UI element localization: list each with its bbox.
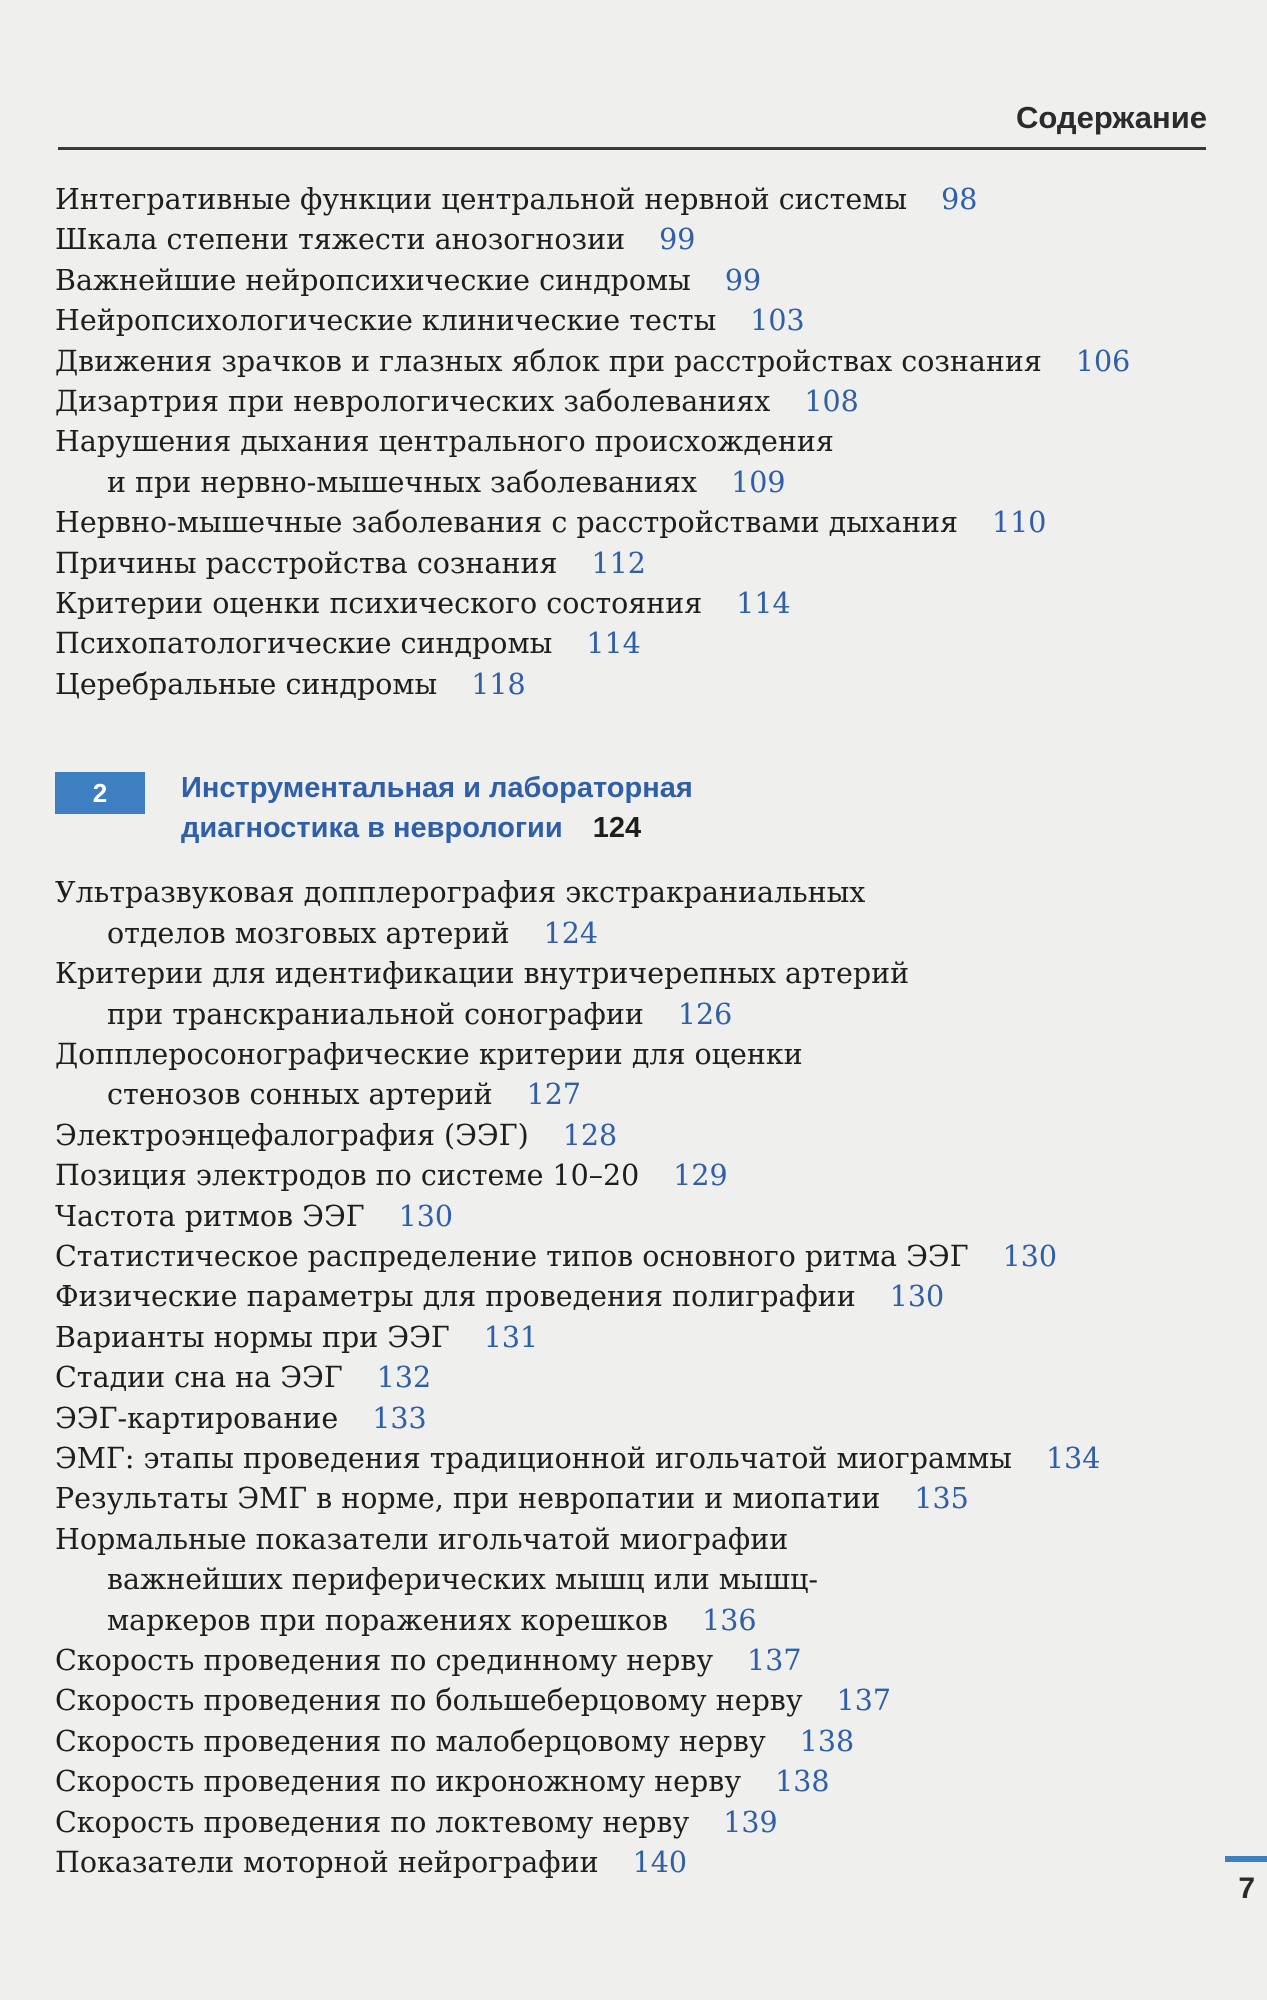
- toc-entry-title: Нарушения дыхания центрального происхождения: [55, 425, 834, 459]
- toc-page-number: 138: [799, 1724, 855, 1758]
- toc-entry[interactable]: [55, 1237, 1215, 1277]
- toc-entry[interactable]: [55, 1520, 1215, 1560]
- toc-entry[interactable]: [55, 1156, 1215, 1196]
- toc-page-number: 114: [586, 627, 641, 661]
- toc-page-number: 137: [836, 1684, 892, 1718]
- toc-page-number: 134: [1046, 1441, 1101, 1475]
- chapter-heading[interactable]: [55, 705, 1215, 873]
- toc-page-number: 98: [941, 183, 978, 216]
- toc-entry[interactable]: [55, 954, 1215, 994]
- toc-entry-title: Движения зрачков и глазных яблок при расстройствах сознания: [55, 344, 1042, 378]
- toc-entry[interactable]: [55, 1197, 1215, 1237]
- toc-entry[interactable]: [55, 342, 1215, 382]
- toc-entry-title: ЭМГ: этапы проведения традиционной игольчатой миограммы: [55, 1441, 1012, 1475]
- toc-entry-title: важнейших периферических мышц или мышц-: [107, 1563, 819, 1597]
- toc-entry[interactable]: [55, 1439, 1215, 1479]
- toc-entry-continuation[interactable]: [55, 914, 1215, 954]
- toc-entry-title: Скорость проведения по икроножному нерву: [55, 1765, 742, 1799]
- toc-page-number: 103: [750, 304, 805, 338]
- toc-entry[interactable]: [55, 1035, 1215, 1075]
- toc-entry-title: Скорость проведения по локтевому нерву: [55, 1805, 690, 1839]
- toc-section-1: [55, 180, 1215, 705]
- toc-entry-continuation[interactable]: [55, 1560, 1215, 1600]
- toc-page-number: 99: [724, 263, 762, 297]
- toc-entry-title: Церебральные синдромы: [55, 667, 438, 701]
- toc-page-number: 126: [677, 997, 733, 1031]
- toc-page-number: 108: [804, 385, 859, 419]
- toc-entry[interactable]: [55, 1722, 1215, 1762]
- toc-page-number: 132: [376, 1361, 432, 1395]
- toc-entry[interactable]: [55, 422, 1215, 462]
- toc-entry-title: ЭЭГ-картирование: [55, 1401, 339, 1435]
- running-header: Содержание: [1016, 100, 1207, 135]
- toc-page-number: 99: [659, 223, 696, 257]
- toc-entry[interactable]: [55, 624, 1215, 664]
- toc-entry-title: при транскраниальной сонографии: [107, 997, 644, 1031]
- chapter-title-line-1: Инструментальная и лабораторная: [181, 772, 693, 805]
- toc-entry[interactable]: [55, 1641, 1215, 1681]
- toc-entry-title: Результаты ЭМГ в норме, при невропатии и миопатии: [55, 1482, 881, 1516]
- toc-entry-title: и при нервно-мышечных заболеваниях: [107, 465, 698, 499]
- toc-entry[interactable]: [55, 1803, 1215, 1843]
- toc-entry[interactable]: [55, 382, 1215, 422]
- toc-page-number: 137: [747, 1644, 802, 1677]
- toc-entry[interactable]: [55, 584, 1215, 624]
- toc-page-number: 135: [914, 1482, 969, 1516]
- toc-entry[interactable]: [55, 873, 1215, 913]
- page-number: 7: [1238, 1872, 1255, 1905]
- toc-page-number: 124: [543, 916, 599, 950]
- toc-entry-title: Показатели моторной нейрографии: [55, 1846, 599, 1880]
- toc-entry[interactable]: [55, 1358, 1215, 1398]
- toc-entry-title: Скорость проведения по малоберцовому нерву: [55, 1724, 766, 1758]
- toc-page-number: 139: [723, 1805, 778, 1839]
- chapter-title-line-2: [181, 808, 693, 848]
- toc-entry-continuation[interactable]: [55, 463, 1215, 503]
- toc-entry[interactable]: [55, 220, 1215, 260]
- toc-page-number: 114: [736, 587, 791, 621]
- toc-entry-title: Интегративные функции центральной нервной системы: [55, 183, 908, 216]
- toc-entry[interactable]: [55, 1681, 1215, 1721]
- toc-page-number: 140: [632, 1846, 687, 1880]
- toc-entry-title: Варианты нормы при ЭЭГ: [55, 1320, 450, 1354]
- toc-entry[interactable]: [55, 1399, 1215, 1439]
- toc-entry[interactable]: [55, 665, 1215, 705]
- toc-page-number: 130: [398, 1199, 454, 1233]
- toc-entry-title: Нормальные показатели игольчатой миографии: [55, 1522, 789, 1556]
- toc-entry-continuation[interactable]: [55, 1075, 1215, 1115]
- chapter-number-badge: 2: [55, 772, 145, 814]
- toc-entry[interactable]: [55, 180, 1215, 220]
- toc-entry[interactable]: [55, 503, 1215, 543]
- toc-entry-title: Причины расстройства сознания: [55, 546, 558, 580]
- toc-entry-title: Ультразвуковая допплерография экстракраниальных: [55, 876, 866, 910]
- toc-entry-title: отделов мозговых артерий: [107, 916, 510, 950]
- toc-page-number: 128: [562, 1118, 618, 1152]
- toc-entry-title: маркеров при поражениях корешков: [107, 1603, 669, 1637]
- toc-entry-title: Стадии сна на ЭЭГ: [55, 1361, 343, 1395]
- toc-entry-title: Скорость проведения по срединному нерву: [55, 1644, 714, 1677]
- toc-entry-title: Дизартрия при неврологических заболеваниях: [55, 385, 771, 419]
- toc-entry-title: Электроэнцефалография (ЭЭГ): [55, 1118, 529, 1152]
- toc-entry[interactable]: [55, 1277, 1215, 1317]
- toc-entry-title: Критерии оценки психического состояния: [55, 587, 703, 621]
- toc-page-number: 106: [1075, 344, 1131, 378]
- toc-entry-title: Нейропсихологические клинические тесты: [55, 304, 717, 338]
- toc-page-number: 112: [591, 546, 646, 580]
- toc-page-number: 138: [775, 1765, 830, 1799]
- toc-page-number: 129: [673, 1159, 728, 1193]
- toc-entry-title: Важнейшие нейропсихические синдромы: [55, 263, 691, 297]
- toc-page-number: 131: [483, 1320, 539, 1354]
- toc-entry[interactable]: [55, 1479, 1215, 1519]
- toc-entry-continuation[interactable]: [55, 995, 1215, 1035]
- table-of-contents: [55, 180, 1215, 1883]
- header-rule: [58, 147, 1206, 150]
- toc-entry[interactable]: [55, 1843, 1215, 1883]
- toc-entry-continuation[interactable]: [55, 1601, 1215, 1641]
- toc-entry[interactable]: [55, 1762, 1215, 1802]
- toc-entry[interactable]: [55, 544, 1215, 584]
- page-tab-marker: [1225, 1856, 1267, 1862]
- chapter-page-number: 124: [592, 812, 642, 845]
- toc-entry[interactable]: [55, 301, 1215, 341]
- toc-entry-title: Статистическое распределение типов основного ритма ЭЭГ: [55, 1239, 969, 1273]
- toc-page-number: 130: [1002, 1239, 1057, 1273]
- toc-entry-title: Частота ритмов ЭЭГ: [55, 1199, 365, 1233]
- toc-page-number: 109: [731, 465, 786, 499]
- toc-page-number: 130: [889, 1280, 945, 1314]
- toc-entry-title: Физические параметры для проведения полиграфии: [55, 1280, 856, 1314]
- toc-entry[interactable]: [55, 1116, 1215, 1156]
- toc-entry[interactable]: [55, 261, 1215, 301]
- toc-entry-title: Критерии для идентификации внутричерепных артерий: [55, 957, 910, 991]
- toc-entry[interactable]: [55, 1318, 1215, 1358]
- toc-entry-title: Позиция электродов по системе 10–20: [55, 1159, 640, 1193]
- toc-entry-title: Допплеросонографические критерии для оценки: [55, 1037, 803, 1071]
- toc-entry-title: Скорость проведения по большеберцовому нерву: [55, 1684, 803, 1718]
- chapter-title: [181, 768, 693, 848]
- toc-entry-title: стенозов сонных артерий: [107, 1078, 493, 1112]
- toc-entry-title: Шкала степени тяжести анозогнозии: [55, 223, 626, 257]
- toc-page-number: 118: [471, 667, 526, 701]
- chapter-title-text: диагностика в неврологии: [181, 812, 563, 845]
- toc-entry-title: Нервно-мышечные заболевания с расстройствами дыхания: [55, 506, 958, 540]
- toc-page-number: 133: [372, 1401, 427, 1435]
- toc-page-number: 127: [526, 1078, 581, 1112]
- toc-page-number: 110: [991, 506, 1047, 540]
- toc-page-number: 136: [702, 1603, 757, 1637]
- toc-entry-title: Психопатологические синдромы: [55, 627, 553, 661]
- toc-section-2: [55, 873, 1215, 1883]
